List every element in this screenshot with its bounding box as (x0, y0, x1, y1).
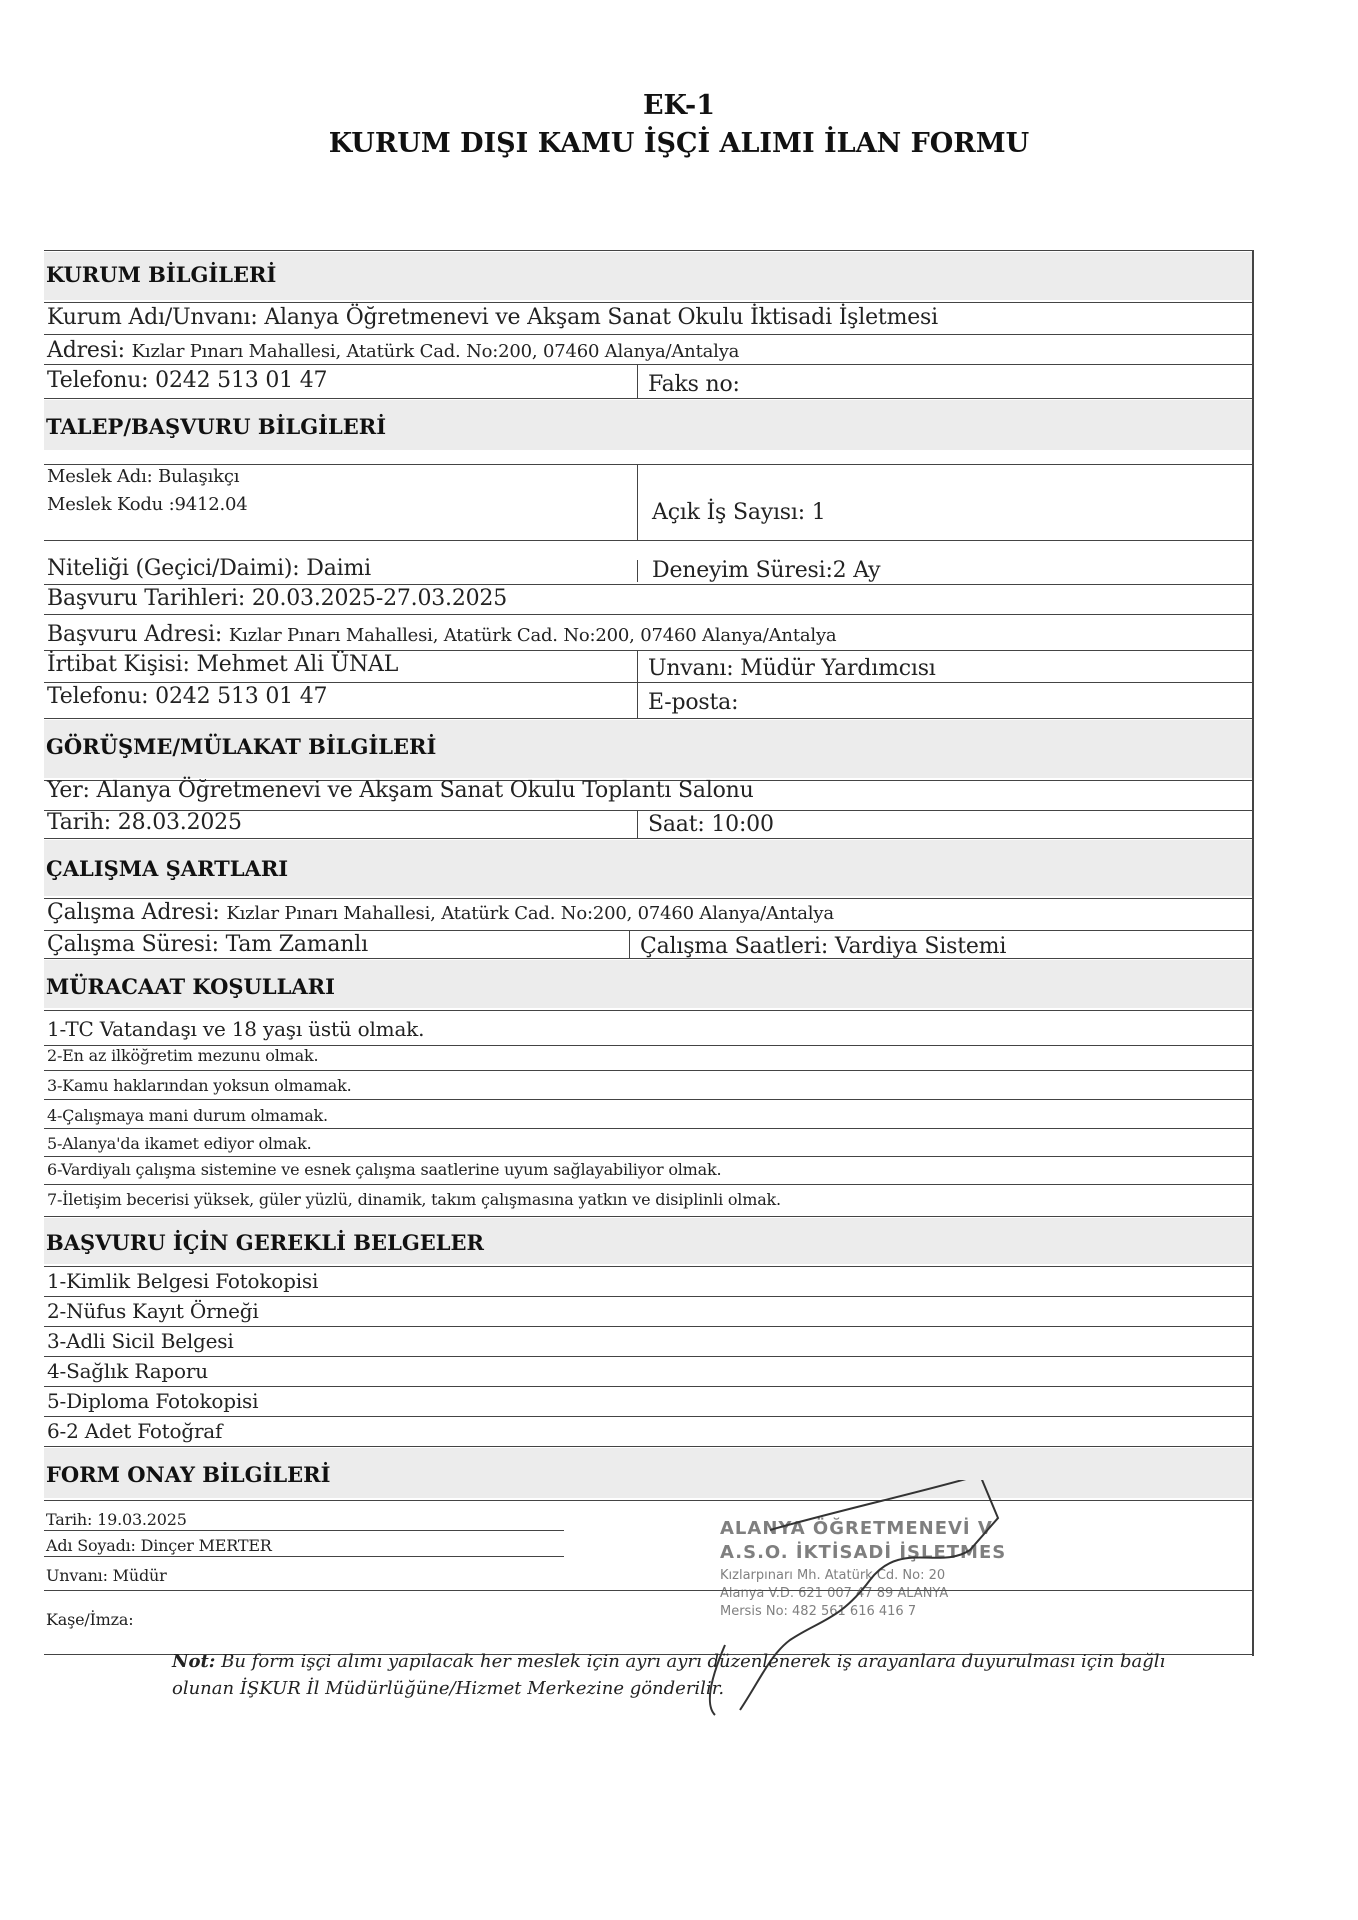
divider (44, 540, 1252, 541)
interview-date: Tarih: 28.03.2025 (47, 810, 242, 835)
divider (44, 464, 1252, 465)
divider (44, 898, 1252, 899)
condition-item: 3-Kamu haklarından yoksun olmamak. (47, 1076, 352, 1095)
column-divider (637, 810, 638, 838)
condition-item: 2-En az ilköğretim mezunu olmak. (47, 1046, 319, 1065)
divider (44, 838, 1252, 839)
application-dates: Başvuru Tarihleri: 20.03.2025-27.03.2025 (47, 586, 508, 611)
column-divider (629, 930, 630, 958)
column-divider (637, 650, 638, 718)
approval-date: Tarih: 19.03.2025 (46, 1510, 187, 1529)
occupation-name: Meslek Adı: Bulaşıkçı (47, 466, 240, 487)
stamp-signature-label: Kaşe/İmza: (46, 1610, 134, 1629)
divider (44, 718, 1252, 719)
divider (44, 650, 1252, 651)
institution-fax: Faks no: (648, 372, 740, 397)
divider (44, 334, 1252, 335)
contact-title: Unvanı: Müdür Yardımcısı (648, 656, 936, 681)
column-divider (637, 560, 638, 582)
document-item: 4-Sağlık Raporu (47, 1359, 208, 1383)
open-positions: Açık İş Sayısı: 1 (652, 500, 826, 525)
divider (44, 1010, 1252, 1011)
divider (44, 930, 1252, 931)
column-divider (637, 364, 638, 398)
divider (44, 1216, 1252, 1217)
divider (44, 1128, 1252, 1129)
stamp-line: Alanya V.D. 621 007 47 89 ALANYA (720, 1586, 949, 1601)
contact-person: İrtibat Kişisi: Mehmet Ali ÜNAL (47, 652, 399, 677)
divider (44, 302, 1252, 303)
stamp-line: Kızlarpınarı Mh. Atatürk Cd. No: 20 (720, 1568, 946, 1583)
annex-label: EK-1 (642, 90, 716, 121)
divider (44, 1266, 1252, 1267)
condition-item: 5-Alanya'da ikamet ediyor olmak. (47, 1134, 312, 1153)
interview-place: Yer: Alanya Öğretmenevi ve Akşam Sanat Okulu Toplantı Salonu (47, 778, 754, 803)
approval-name: Adı Soyadı: Dinçer MERTER (46, 1536, 272, 1555)
working-address: Çalışma Adresi: Kızlar Pınarı Mahallesi, Atatürk Cad. No:200, 07460 Alanya/Antalya (47, 900, 834, 925)
application-address: Başvuru Adresi: Kızlar Pınarı Mahallesi, Atatürk Cad. No:200, 07460 Alanya/Antalya (47, 622, 837, 647)
condition-item: 4-Çalışmaya mani durum olmamak. (47, 1106, 328, 1125)
divider (44, 398, 1252, 399)
divider (44, 682, 1252, 683)
condition-item: 1-TC Vatandaşı ve 18 yaşı üstü olmak. (47, 1017, 425, 1041)
contact-email: E-posta: (648, 690, 739, 715)
divider (44, 1356, 1252, 1357)
section-title-approval: FORM ONAY BİLGİLERİ (46, 1462, 331, 1487)
section-title-conditions: MÜRACAAT KOŞULLARI (46, 974, 335, 999)
application-form (44, 250, 1254, 1656)
divider (44, 1184, 1252, 1185)
contact-phone: Telefonu: 0242 513 01 47 (47, 684, 328, 709)
working-duration: Çalışma Süresi: Tam Zamanlı (47, 932, 368, 957)
divider (44, 1326, 1252, 1327)
divider (44, 584, 1252, 585)
document-item: 2-Nüfus Kayıt Örneği (47, 1299, 259, 1323)
column-divider (637, 464, 638, 540)
institution-phone: Telefonu: 0242 513 01 47 (47, 368, 328, 393)
divider (44, 1556, 564, 1557)
institution-address: Adresi: Kızlar Pınarı Mahallesi, Atatürk Cad. No:200, 07460 Alanya/Antalya (47, 338, 740, 363)
stamp-line: ALANYA ÖĞRETMENEVİ V (720, 1518, 993, 1539)
document-item: 1-Kimlik Belgesi Fotokopisi (47, 1269, 319, 1293)
divider (44, 1296, 1252, 1297)
divider (44, 364, 1252, 365)
approval-title: Unvanı: Müdür (46, 1566, 167, 1585)
experience-duration: Deneyim Süresi:2 Ay (652, 558, 881, 583)
condition-item: 7-İletişim becerisi yüksek, güler yüzlü, dinamik, takım çalışmasına yatkın ve disiplinli olmak. (47, 1190, 781, 1209)
document-item: 5-Diploma Fotokopisi (47, 1389, 259, 1413)
divider (44, 614, 1252, 615)
position-nature: Niteliği (Geçici/Daimi): Daimi (47, 556, 372, 581)
divider (44, 250, 1252, 251)
divider (44, 958, 1252, 959)
stamp-line: A.S.O. İKTİSADİ İŞLETMES (720, 1542, 1007, 1563)
divider (44, 1416, 1252, 1417)
section-title-request: TALEP/BAŞVURU BİLGİLERİ (46, 414, 387, 439)
form-note: Not: Bu form işçi alımı yapılacak her meslek için ayrı ayrı düzenlenerek iş arayanlara duyurulması için bağlı olunan İŞKUR İl Müdürlüğüne/Hizmet Merkezine gönderilir. (172, 1651, 1166, 1699)
divider (44, 1446, 1252, 1447)
section-title-documents: BAŞVURU İÇİN GEREKLİ BELGELER (46, 1230, 484, 1255)
divider (44, 1156, 1252, 1157)
document-item: 6-2 Adet Fotoğraf (47, 1419, 223, 1443)
section-title-working: ÇALIŞMA ŞARTLARI (46, 856, 289, 881)
document-item: 3-Adli Sicil Belgesi (47, 1329, 234, 1353)
section-title-interview: GÖRÜŞME/MÜLAKAT BİLGİLERİ (46, 734, 437, 759)
occupation-code: Meslek Kodu :9412.04 (47, 494, 248, 515)
divider (44, 1530, 564, 1531)
divider (44, 1386, 1252, 1387)
interview-time: Saat: 10:00 (648, 812, 774, 837)
stamp-line: Mersis No: 482 561 616 416 7 (720, 1604, 917, 1619)
institution-name: Kurum Adı/Unvanı: Alanya Öğretmenevi ve Akşam Sanat Okulu İktisadi İşletmesi (47, 305, 938, 330)
divider (44, 1099, 1252, 1100)
section-title-institution: KURUM BİLGİLERİ (46, 262, 277, 287)
working-hours: Çalışma Saatleri: Vardiya Sistemi (640, 934, 1007, 959)
divider (44, 1070, 1252, 1071)
page-title: KURUM DIŞI KAMU İŞÇİ ALIMI İLAN FORMU (328, 128, 1030, 159)
condition-item: 6-Vardiyalı çalışma sistemine ve esnek çalışma saatlerine uyum sağlayabiliyor olmak. (47, 1160, 722, 1179)
